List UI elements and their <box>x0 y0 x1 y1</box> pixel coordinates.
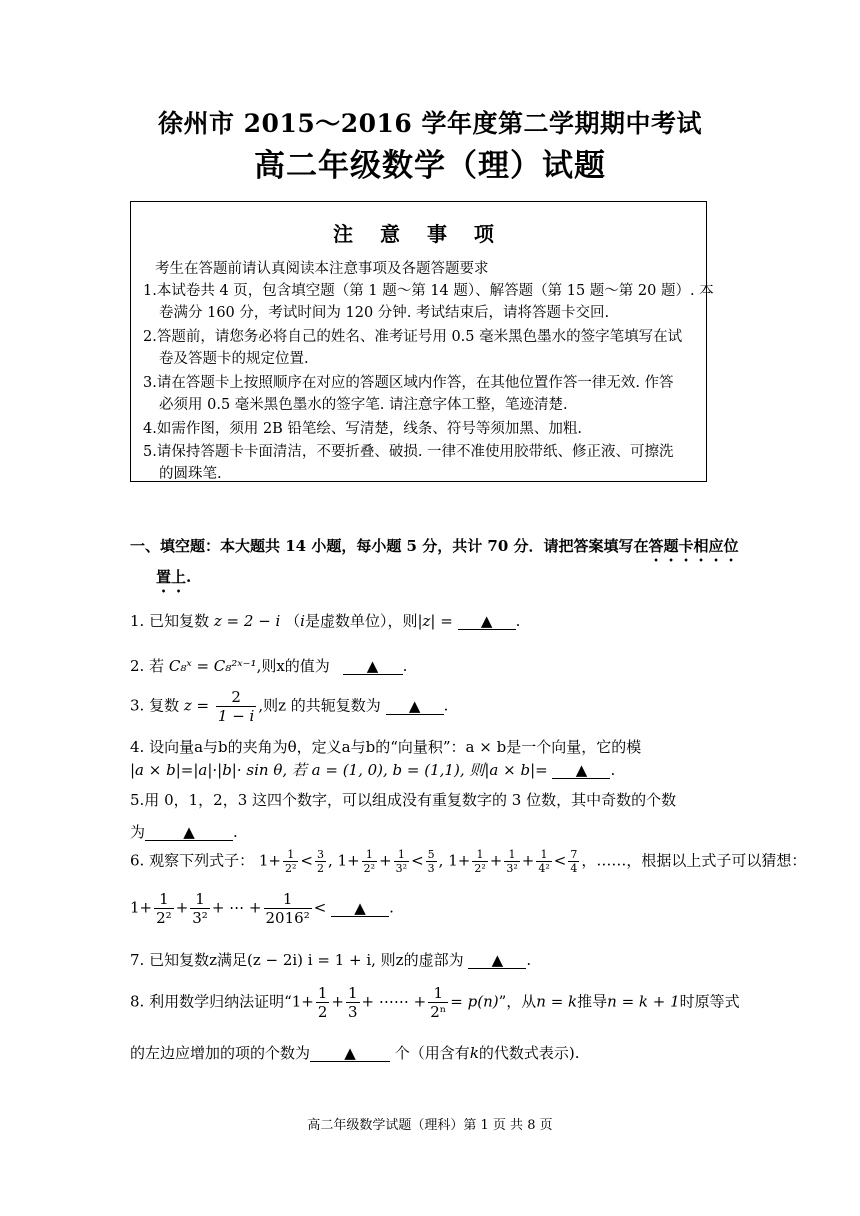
fraction: $\frac{1}{\text{2²}}$ <box>156 890 172 927</box>
notice-item: 1.本试卷共 4 页，包含填空题（第 1 题～第 14 题）、解答题（第 15 题～第 20 题）. 本 <box>143 283 714 299</box>
notice-item: 5.请保持答题卡卡面清洁，不要折叠、破损. 一律不准使用胶带纸、修正液、可擦洗 <box>143 444 674 460</box>
answer-blank[interactable]: ▲ <box>343 658 403 675</box>
question-2: 2. 若 C₈ˣ = C₈²ˣ⁻¹,则x的值为 ▲ . <box>130 657 408 675</box>
notice-item: 卷满分 160 分，考试时间为 120 分钟. 考试结束后，请将答题卡交回. <box>159 305 610 321</box>
question-6-line2: 1+ $\frac{1}{\text{2²}}$ + $\frac{1}{\text{3²}}$ + ⋯ + $\frac{1}{\text{2016²}}$ < ▲ . <box>130 890 394 927</box>
question-5-line2: 为 ▲ . <box>130 823 238 841</box>
fraction: $\frac{1}{3}$ <box>348 984 358 1021</box>
notice-box <box>130 201 714 482</box>
notice-item: 2.答题前，请您务必将自己的姓名、准考证号用 0.5 毫米黑色墨水的签字笔填写在试 <box>143 329 683 345</box>
notice-heading: 注 意 事 项 <box>333 222 504 246</box>
notice-item: 4.如需作图，须用 2B 铅笔绘、写清楚，线条、符号等须加黑、加粗. <box>143 421 583 437</box>
notice-intro: 考生在答题前请认真阅读本注意事项及各题答题要求 <box>155 261 489 277</box>
notice-item: 必须用 0.5 毫米黑色墨水的签字笔. 请注意字体工整，笔迹清楚. <box>159 397 568 413</box>
answer-blank[interactable]: ▲ <box>310 1045 390 1062</box>
fraction: $\frac{1}{\text{2²}}$ <box>474 848 486 875</box>
fraction: $\frac{1}{\text{2²}}$ <box>285 848 297 875</box>
notice-item: 卷及答题卡的规定位置. <box>159 351 309 367</box>
question-7: 7. 已知复数z满足(z − 2i) i = 1 + i, 则z的虚部为 ▲ . <box>130 951 532 969</box>
fraction: $\frac{1}{\text{3²}}$ <box>506 848 518 875</box>
question-8-line1: 8. 利用数学归纳法证明“1+ $\frac{1}{2}$ + $\frac{1}{3}$ + ⋯⋯ + $\frac{1}{\text{2ⁿ}}$ = p(n)”，从n = k推导n = k + 1时原等式 <box>130 984 740 1021</box>
question-3: 3. 复数 z = $\frac{2}{1 - i}$ ,则z 的共轭复数为 ▲ . <box>130 688 449 725</box>
fraction: $\frac{1}{\text{4²}}$ <box>538 848 550 875</box>
page-footer: 高二年级数学试题（理科）第 1 页 共 8 页 <box>307 1118 553 1133</box>
answer-blank[interactable]: ▲ <box>331 900 389 917</box>
fraction: $\frac{1}{\text{2²}}$ <box>363 848 376 875</box>
notice-item: 3.请在答题卡上按照顺序在对应的答题区域内作答，在其他位置作答一律无效. 作答 <box>143 375 674 391</box>
answer-blank[interactable]: ▲ <box>145 824 233 841</box>
fraction: $\frac{1}{\text{3²}}$ <box>395 848 408 875</box>
answer-blank[interactable]: ▲ <box>552 762 610 779</box>
fraction: $\frac{3}{2}$ <box>317 848 324 875</box>
answer-blank[interactable]: ▲ <box>386 698 444 715</box>
fraction: $\frac{7}{4}$ <box>570 848 578 875</box>
fraction: $\frac{1}{\text{2016²}}$ <box>265 890 310 927</box>
question-4-line1: 4. 设向量a与b的夹角为θ，定义a与b的“向量积”：a × b是一个向量，它的模 <box>130 738 642 756</box>
question-1: 1. 已知复数 z = 2 − i （i是虚数单位），则|z| = ▲ . <box>130 612 521 630</box>
exam-title: 徐州市 2015～2016 学年度第二学期期中考试 <box>157 109 703 138</box>
fraction: $\frac{1}{\text{2ⁿ}}$ <box>430 984 447 1021</box>
fraction: $\frac{1}{2}$ <box>317 984 328 1021</box>
answer-blank[interactable]: ▲ <box>458 613 516 630</box>
exam-subtitle: 高二年级数学（理）试题 <box>254 148 606 184</box>
section-heading: 一、填空题：本大题共 14 小题，每小题 5 分，共计 70 分．请把答案填写在答题卡相应位 <box>130 537 739 555</box>
section-heading-cont: 置上. <box>156 568 192 586</box>
question-4-line2: |a × b|=|a|·|b|· sin θ, 若 a = (1, 0), b = (1,1), 则|a × b|= ▲ . <box>130 761 616 779</box>
fraction: $\frac{1}{\text{3²}}$ <box>192 890 208 927</box>
fraction: $\frac{5}{3}$ <box>427 848 435 875</box>
notice-item: 的圆珠笔. <box>159 466 222 482</box>
question-5-line1: 5.用 0，1，2，3 这四个数字，可以组成没有重复数字的 3 位数，其中奇数的个数 <box>130 791 677 809</box>
fraction: $\frac{2}{1 - i}$ <box>217 688 255 725</box>
answer-blank[interactable]: ▲ <box>468 952 526 969</box>
question-6-line1: 6. 观察下列式子： 1+ $\frac{1}{\text{2²}}$ < $\frac{3}{2}$ , 1+ $\frac{1}{\text{2²}}$ + $\frac{1}{\text{3²}}$ < $\frac{5}{3}$ , 1+ $\frac{1}{\text{2²}}$ + $\frac{1}{\text{3²}}$ + $\frac{1}{\text{4²}}$ < $\frac{7}{4}$ ，……，根据以上式子可以猜想： <box>130 848 807 875</box>
question-8-line2: 的左边应增加的项的个数为 ▲ 个（用含有k的代数式表示). <box>130 1044 580 1062</box>
